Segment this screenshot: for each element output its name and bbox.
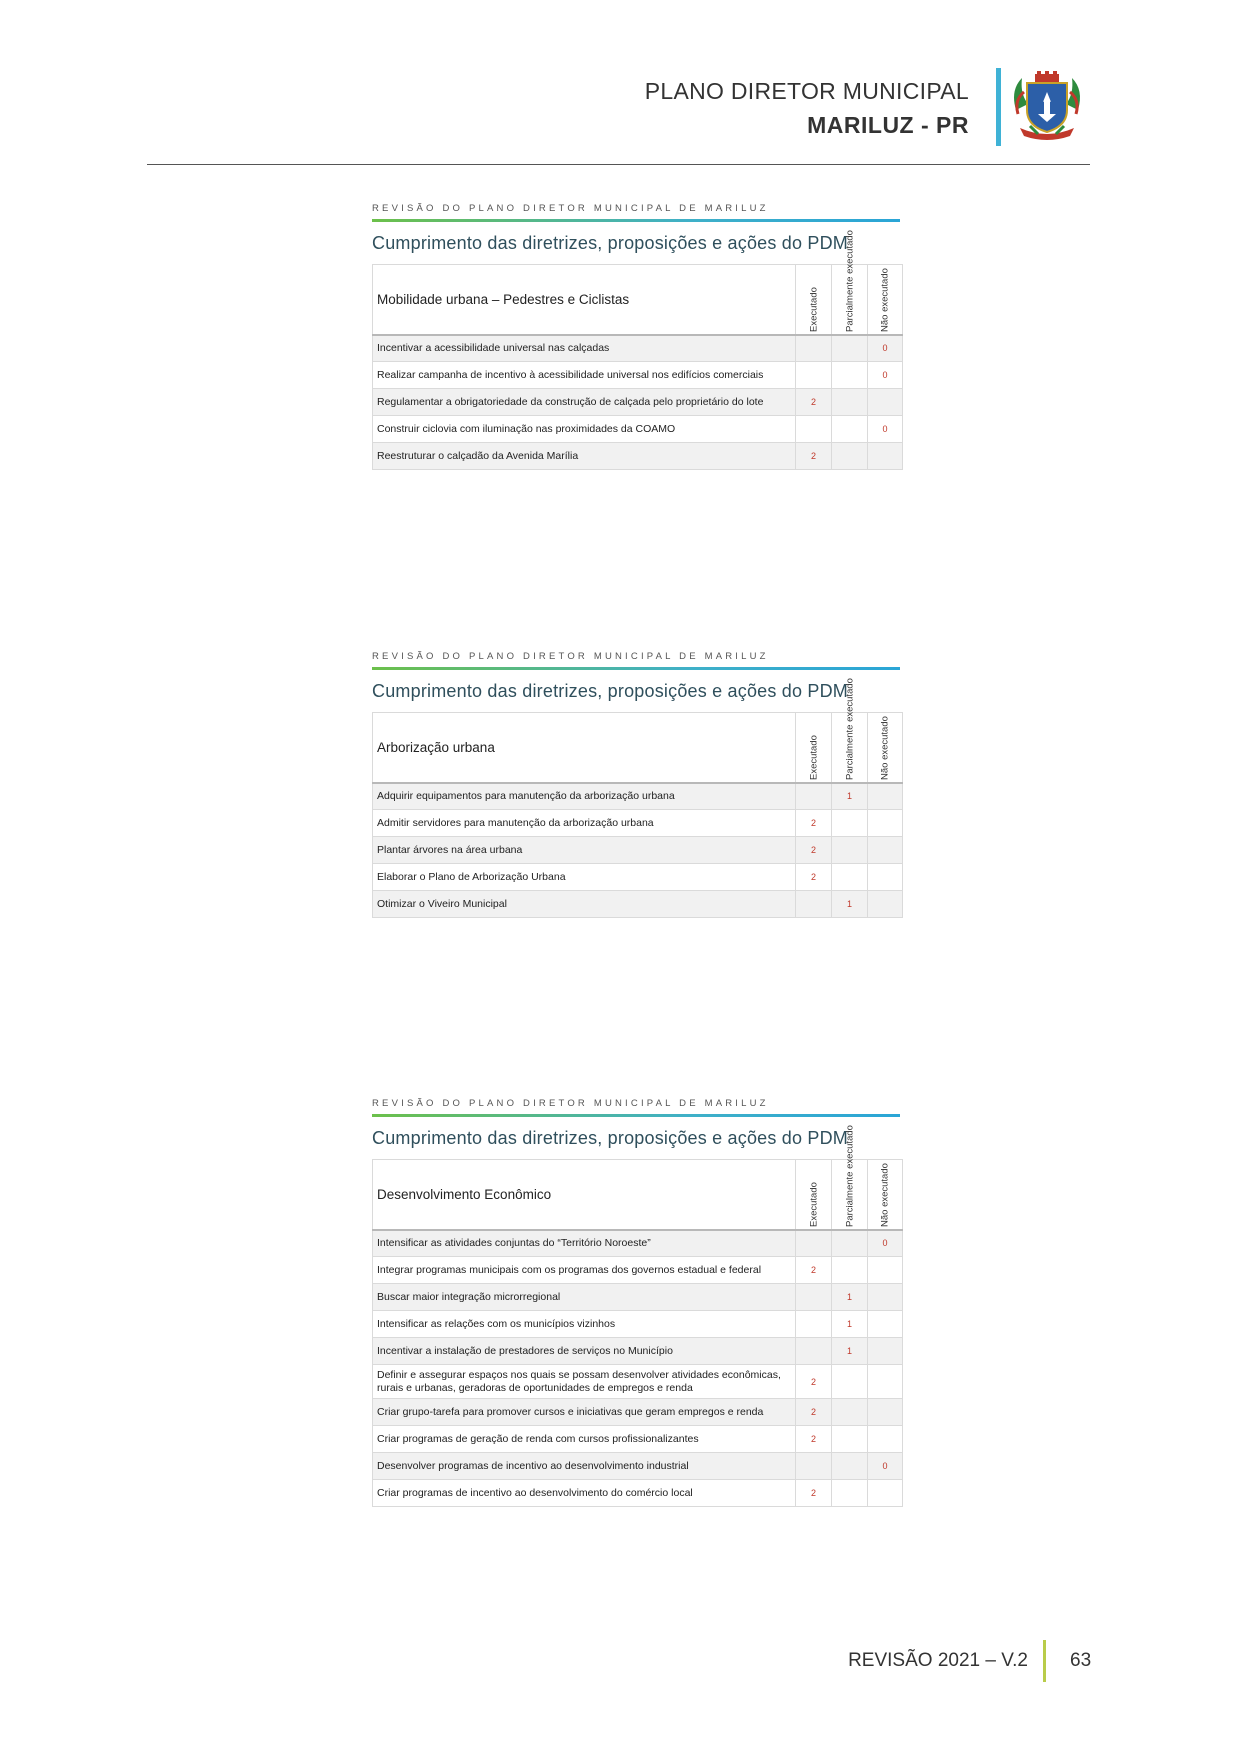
mark-executado [796, 783, 832, 810]
table-row [373, 443, 903, 470]
row-text: Construir ciclovia com iluminação nas proximidades da COAMO [373, 416, 796, 443]
column-nao-executado: Não executado [868, 713, 903, 783]
mark-nao [868, 1311, 903, 1338]
mark-nao: 0 [868, 362, 903, 389]
table-row [373, 783, 903, 810]
mark-nao: 0 [868, 416, 903, 443]
mark-parcial [832, 810, 868, 837]
header-subtitle: MARILUZ - PR [807, 112, 969, 138]
mark-executado [796, 416, 832, 443]
mark-parcial [832, 416, 868, 443]
header-title: PLANO DIRETOR MUNICIPAL [644, 78, 969, 104]
column-executado: Executado [796, 265, 832, 335]
municipal-crest-icon [1008, 70, 1086, 142]
mark-parcial [832, 1230, 868, 1257]
table-row [373, 891, 903, 918]
header-accent-bar [996, 68, 1001, 146]
table-row [373, 362, 903, 389]
table-row [373, 416, 903, 443]
pdm-section-desenvolvimento [372, 1098, 902, 1507]
mark-nao [868, 810, 903, 837]
section-kicker: REVISÃO DO PLANO DIRETOR MUNICIPAL DE MARILUZ [372, 1098, 769, 1109]
section-kicker: REVISÃO DO PLANO DIRETOR MUNICIPAL DE MARILUZ [372, 203, 769, 214]
mark-parcial [832, 1257, 868, 1284]
table-row [373, 1311, 903, 1338]
row-text: Incentivar a acessibilidade universal nas calçadas [373, 335, 796, 362]
table-row [373, 1399, 903, 1426]
mark-executado [796, 1311, 832, 1338]
footer-revision: REVISÃO 2021 – V.2 [848, 1650, 1028, 1671]
row-text: Intensificar as relações com os municípios vizinhos [373, 1311, 796, 1338]
mark-nao [868, 1365, 903, 1399]
table-row [373, 1365, 903, 1399]
mark-executado: 2 [796, 1365, 832, 1399]
table-row [373, 837, 903, 864]
mark-parcial: 1 [832, 783, 868, 810]
row-text: Intensificar as atividades conjuntas do “Território Noroeste” [373, 1230, 796, 1257]
mark-executado: 2 [796, 389, 832, 416]
row-text: Integrar programas municipais com os programas dos governos estadual e federal [373, 1257, 796, 1284]
mark-parcial: 1 [832, 891, 868, 918]
row-text: Definir e assegurar espaços nos quais se possam desenvolver atividades econômicas, rurais e urbanas, geradoras de oportunidades de empregos e renda [373, 1365, 796, 1399]
mark-executado [796, 1453, 832, 1480]
table-row [373, 1480, 903, 1507]
mark-parcial [832, 1365, 868, 1399]
row-text: Criar programas de geração de renda com cursos profissionalizantes [373, 1426, 796, 1453]
mark-executado [796, 1338, 832, 1365]
mark-executado: 2 [796, 1399, 832, 1426]
mark-parcial [832, 864, 868, 891]
row-text: Regulamentar a obrigatoriedade da construção de calçada pelo proprietário do lote [373, 389, 796, 416]
mark-nao [868, 837, 903, 864]
table-row [373, 1257, 903, 1284]
row-text: Criar grupo-tarefa para promover cursos e iniciativas que geram empregos e renda [373, 1399, 796, 1426]
mark-executado: 2 [796, 810, 832, 837]
row-text: Desenvolver programas de incentivo ao desenvolvimento industrial [373, 1453, 796, 1480]
section-title: Cumprimento das diretrizes, proposições e ações do PDM [372, 681, 849, 701]
pdm-section-arborizacao [372, 651, 902, 918]
section-divider [372, 667, 900, 670]
mark-nao: 0 [868, 335, 903, 362]
column-parcialmente-executado: Parcialmente executado [832, 713, 868, 783]
row-text: Realizar campanha de incentivo à acessibilidade universal nos edifícios comerciais [373, 362, 796, 389]
mark-parcial [832, 443, 868, 470]
mark-nao [868, 1257, 903, 1284]
row-text: Reestruturar o calçadão da Avenida Marília [373, 443, 796, 470]
row-text: Elaborar o Plano de Arborização Urbana [373, 864, 796, 891]
column-parcialmente-executado: Parcialmente executado [832, 265, 868, 335]
mark-executado: 2 [796, 1426, 832, 1453]
table-row [373, 335, 903, 362]
mark-parcial [832, 1399, 868, 1426]
mark-parcial [832, 389, 868, 416]
mark-parcial: 1 [832, 1338, 868, 1365]
mark-executado [796, 891, 832, 918]
table-row [373, 1338, 903, 1365]
pdm-section-mobilidade [372, 203, 902, 470]
mark-parcial [832, 1480, 868, 1507]
footer-divider [1043, 1640, 1046, 1682]
mark-executado: 2 [796, 1257, 832, 1284]
table-row [373, 864, 903, 891]
section-title: Cumprimento das diretrizes, proposições e ações do PDM [372, 233, 849, 253]
section-divider [372, 219, 900, 222]
mark-nao: 0 [868, 1230, 903, 1257]
mark-parcial [832, 335, 868, 362]
mark-executado [796, 362, 832, 389]
row-text: Criar programas de incentivo ao desenvolvimento do comércio local [373, 1480, 796, 1507]
mark-nao: 0 [868, 1453, 903, 1480]
mark-nao [868, 1338, 903, 1365]
row-text: Buscar maior integração microrregional [373, 1284, 796, 1311]
table-row [373, 389, 903, 416]
mark-parcial [832, 1426, 868, 1453]
mark-nao [868, 1426, 903, 1453]
row-text: Otimizar o Viveiro Municipal [373, 891, 796, 918]
row-text: Admitir servidores para manutenção da arborização urbana [373, 810, 796, 837]
table-row [373, 1426, 903, 1453]
row-text: Adquirir equipamentos para manutenção da arborização urbana [373, 783, 796, 810]
table-row [373, 810, 903, 837]
mark-nao [868, 1480, 903, 1507]
table-row [373, 1284, 903, 1311]
theme-heading: Desenvolvimento Econômico [373, 1160, 796, 1230]
mark-nao [868, 443, 903, 470]
column-executado: Executado [796, 713, 832, 783]
mark-executado: 2 [796, 837, 832, 864]
mark-nao [868, 864, 903, 891]
column-nao-executado: Não executado [868, 265, 903, 335]
mark-parcial [832, 1453, 868, 1480]
mark-executado: 2 [796, 1480, 832, 1507]
mark-executado [796, 1230, 832, 1257]
mark-executado: 2 [796, 864, 832, 891]
mark-nao [868, 1399, 903, 1426]
theme-heading: Mobilidade urbana – Pedestres e Ciclistas [373, 265, 796, 335]
table-row [373, 1230, 903, 1257]
mark-executado [796, 335, 832, 362]
mark-parcial [832, 837, 868, 864]
section-divider [372, 1114, 900, 1117]
mark-executado: 2 [796, 443, 832, 470]
mark-parcial: 1 [832, 1311, 868, 1338]
column-executado: Executado [796, 1160, 832, 1230]
page-number: 63 [1070, 1650, 1092, 1671]
theme-heading: Arborização urbana [373, 713, 796, 783]
table-row [373, 1453, 903, 1480]
row-text: Incentivar a instalação de prestadores de serviços no Município [373, 1338, 796, 1365]
mark-executado [796, 1284, 832, 1311]
column-parcialmente-executado: Parcialmente executado [832, 1160, 868, 1230]
mark-nao [868, 783, 903, 810]
mark-nao [868, 1284, 903, 1311]
mark-parcial [832, 362, 868, 389]
section-kicker: REVISÃO DO PLANO DIRETOR MUNICIPAL DE MARILUZ [372, 651, 769, 662]
mark-parcial: 1 [832, 1284, 868, 1311]
mark-nao [868, 389, 903, 416]
header-divider [147, 164, 1090, 165]
column-nao-executado: Não executado [868, 1160, 903, 1230]
row-text: Plantar árvores na área urbana [373, 837, 796, 864]
mark-nao [868, 891, 903, 918]
section-title: Cumprimento das diretrizes, proposições e ações do PDM [372, 1128, 849, 1148]
